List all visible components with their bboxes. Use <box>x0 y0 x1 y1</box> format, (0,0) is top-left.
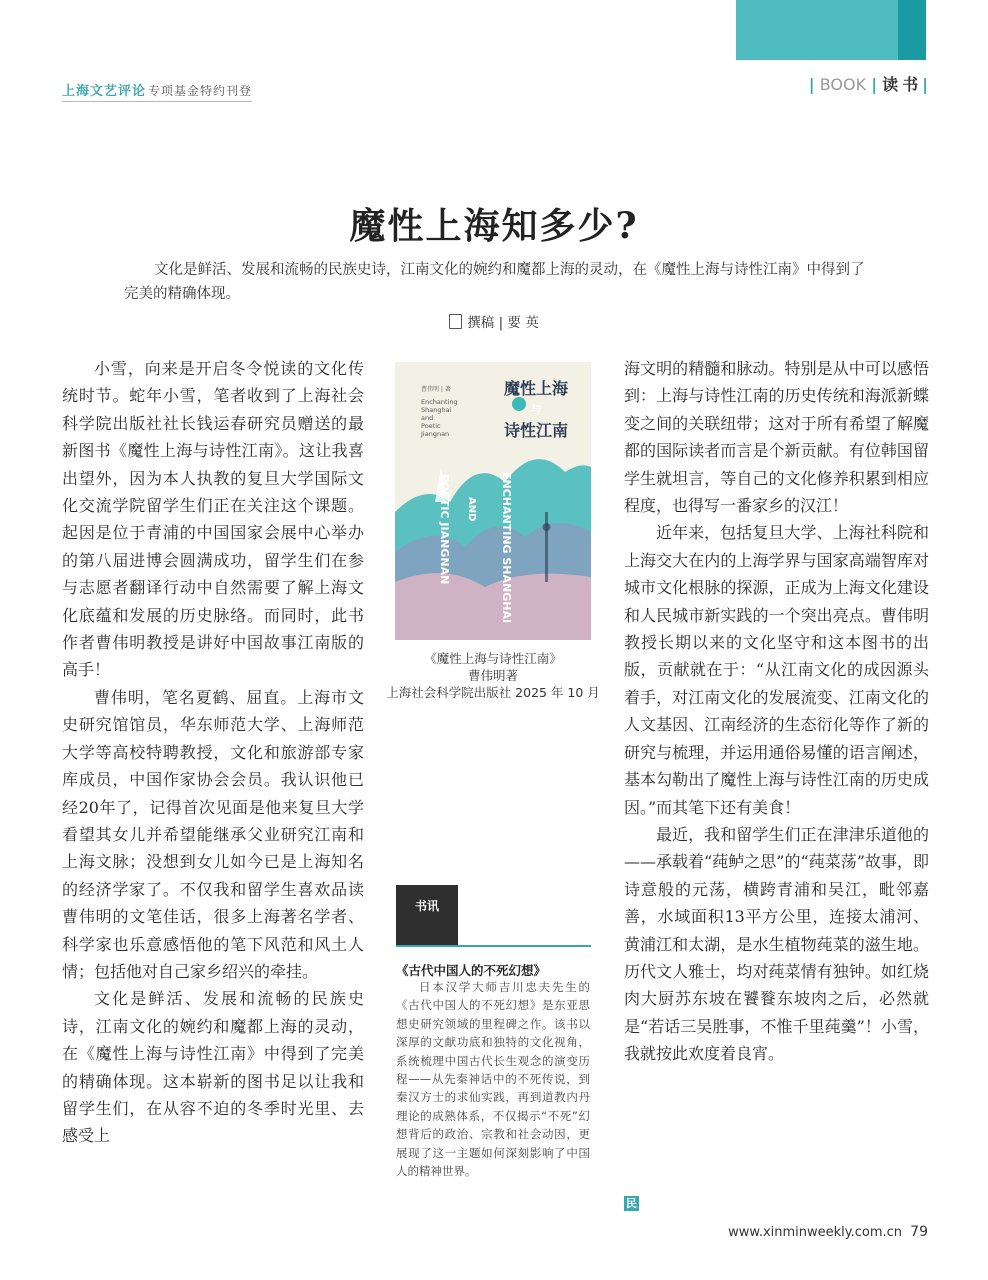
footer-url: www.xinminweekly.com.cn <box>728 1225 903 1240</box>
byline-text: 撰稿 | 要 英 <box>467 315 539 331</box>
page-footer <box>728 1224 928 1240</box>
masthead-sponsor-text: 专项基金特约刊登 <box>148 84 253 98</box>
paragraph: 最近，我和留学生们正在津津乐道他的——承载着“莼鲈之思”的“莼菜荡”故事，即诗意般的元荡，横跨青浦和吴江，毗邻嘉善，水域面积13平方公里，连接太浦河、黄浦江和太湖，是水生植物莼菜的滋生地。历代文人雅士，均对莼菜情有独钟。如红烧肉大厨苏东坡在饕餮东坡肉之后，必然就是“若话三吴胜事，不惟千里莼羹”！小雪，我就按此欢度着良宵。 <box>624 824 929 1064</box>
caption-line: 曹伟明著 <box>467 668 518 683</box>
section-cn: 读书 <box>882 75 923 94</box>
cover-spine-text-3: ENCHANTING SHANGHAI <box>500 472 513 624</box>
news-title: 《古代中国人的不死幻想》 <box>396 963 547 978</box>
section-label <box>809 72 928 95</box>
cover-english-title <box>421 398 458 438</box>
end-mark-icon: 民 <box>626 1197 637 1210</box>
cover-en-line: Poetic <box>421 422 441 430</box>
paragraph: 曹伟明，笔名夏鹤、屈直。上海市文史研究馆馆员，华东师范大学、上海师范大学等高校特聘教授，文化和旅游部专家库成员，中国作家协会会员。我认识他已经20年了，记得首次见面是他来复旦大学看望其女儿并希望能继承父业研究江南和上海文脉；没想到女儿如今已是上海知名的经济学家了。不仅我和留学生喜欢品读曹伟明的文笔佳话，很多上海著名学者、科学家也乐意感悟他的笔下风范和风土人情；包括他对自己家乡绍兴的牵挂。 <box>62 687 364 981</box>
cover-title <box>491 378 581 441</box>
news-body: 日本汉学大师吉川忠夫先生的《古代中国人的不死幻想》是东亚思想史研究领域的里程碑之作。该书以深厚的文献功底和独特的文化视角，系统梳理中国古代长生观念的演变历程——从先秦神话中的不死传说，到秦汉方士的求仙实践，再到道教内丹理论的成熟体系，不仅揭示“不死”幻想背后的政治、宗教和社会动因，更展现了这一主题如何深刻影响了中国人的精神世界。 <box>396 980 590 1179</box>
paragraph: 文化是鲜活、发展和流畅的民族史诗，江南文化的婉约和魔都上海的灵动，在《魔性上海与诗性江南》中得到了完美的精确体现。这本崭新的图书足以让我和留学生们，在从容不迫的冬季时光里、去感受上 <box>62 989 364 1146</box>
masthead-brand: 上海文艺评论 <box>62 84 147 99</box>
article-title: 魔性上海知多少? <box>349 205 639 247</box>
page-number: 79 <box>910 1224 928 1240</box>
section-bar-right: | <box>922 75 928 94</box>
caption-line: 《魔性上海与诗性江南》 <box>424 651 562 666</box>
article-lead: 文化是鲜活、发展和流畅的民族史诗，江南文化的婉约和魔都上海的灵动，在《魔性上海与诗性江南》中得到了完美的精确体现。 <box>124 262 865 302</box>
cover-en-line: and <box>421 414 434 422</box>
cover-title-connector: 与 <box>530 403 542 416</box>
pen-icon <box>449 314 462 329</box>
cover-title-line1: 魔性上海 <box>503 379 568 398</box>
section-bar-mid: | <box>871 75 878 94</box>
cover-author: 曹伟明 | 著 <box>421 386 451 393</box>
caption-line: 上海社会科学院出版社 2025 年 10 月 <box>386 685 600 700</box>
book-caption <box>382 650 604 701</box>
section-en: BOOK <box>819 75 867 94</box>
cover-title-line2: 诗性江南 <box>503 421 568 440</box>
cover-spine-text-1: POETIC JIANGNAN <box>438 474 451 585</box>
column-right <box>624 355 929 1068</box>
cover-en-line: Enchanting <box>421 398 458 406</box>
header-color-block <box>736 0 926 60</box>
paragraph: 海文明的精髓和脉动。特别是从中可以感悟到：上海与诗性江南的历史传统和海派新蝶变之间的关联纽带；这对于所有希望了解魔都的国际读者而言是个新贡献。有位韩国留学生就坦言，等自己的文化修养积累到相应程度，也得写一番家乡的汉江！ <box>624 359 929 516</box>
column-left <box>62 355 364 1150</box>
cover-en-line: Jiangnan <box>421 430 450 438</box>
news-divider <box>396 945 591 947</box>
masthead-divider <box>62 101 252 102</box>
book-cover-image <box>395 362 591 640</box>
paragraph: 近年来，包括复旦大学、上海社科院和上海交大在内的上海学界与国家高端智库对城市文化根脉的探源，正成为上海文化建设和人民城市新实践的一个突出亮点。曹伟明教授长期以来的文化坚守和这本图书的出版，贡献就在于：“从江南文化的成因源头着手，对江南文化的发展流变、江南文化的人文基因、江南经济的生态衍化等作了新的研究与梳理，并运用通俗易懂的语言阐述，基本勾勒出了魔性上海与诗性江南的历史成因。”而其笔下还有美食！ <box>624 523 929 817</box>
cover-spine-text-2: AND <box>466 497 477 522</box>
paragraph: 小雪，向来是开启冬令悦读的文化传统时节。蛇年小雪，笔者收到了上海社会科学院出版社社长钱运春研究员赠送的最新图书《魔性上海与诗性江南》。这让我喜出望外，因为本人执教的复旦大学国际文化交流学院留学生们正在关注这个课题。起因是位于青浦的中国国家会展中心举办的第八届进博会圆满成功，留学生们在参与志愿者翻译行动中自然需要了解上海文化底蕴和发展的历史脉络。而同时，此书作者曹伟明教授是讲好中国故事江南版的高手！ <box>62 359 364 680</box>
cover-en-line: Shanghai <box>421 406 452 414</box>
section-bar-left: | <box>808 75 815 94</box>
news-tag-label: 书讯 <box>415 899 440 913</box>
masthead-sponsor <box>62 80 252 99</box>
article-byline <box>0 311 988 331</box>
news-tag <box>396 885 458 946</box>
